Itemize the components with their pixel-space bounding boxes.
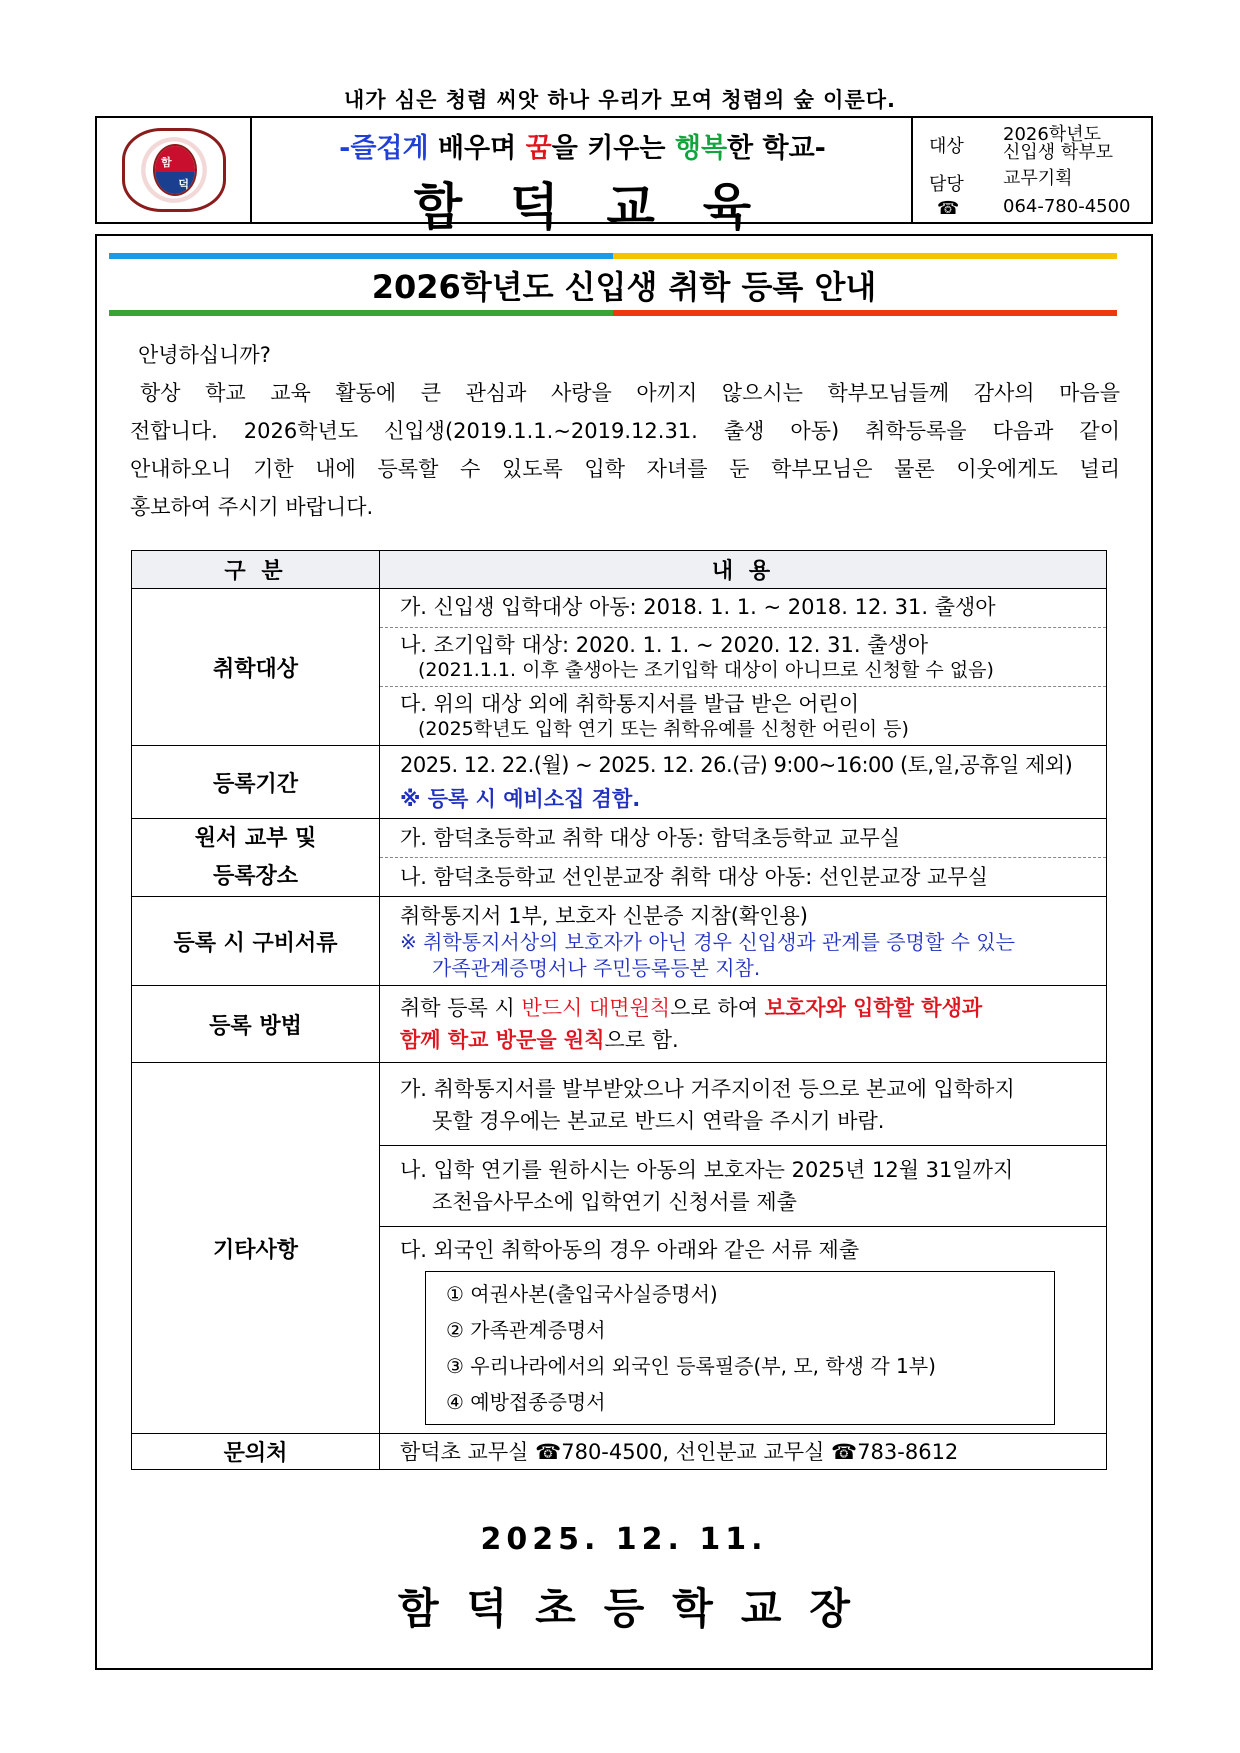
row-label-place: 원서 교부 및 등록장소	[132, 819, 380, 897]
target-item-c-note: (2025학년도 입학 연기 또는 취학유예를 신청한 어린이 등)	[418, 718, 909, 740]
etc-item-b-cont: 조천읍사무소에 입학연기 신청서를 제출	[432, 1190, 797, 1214]
manager-value: 교무기획	[1003, 168, 1073, 189]
list-item: ① 여권사본(출입국사실증명서)	[446, 1282, 718, 1306]
emblem-char-bottom: 덕	[178, 178, 189, 191]
etc-item-a-cont: 못할 경우에는 본교로 반드시 연락을 주시기 바람.	[432, 1109, 885, 1133]
row-label-method: 등록 방법	[132, 986, 380, 1063]
target-value: 2026학년도 신입생 학부모	[1003, 124, 1114, 163]
method-line-2: 함께 학교 방문을 원칙으로 함.	[400, 1028, 679, 1052]
list-item: ② 가족관계증명서	[446, 1318, 606, 1342]
target-item-a: 가. 신입생 입학대상 아동: 2018. 1. 1. ~ 2018. 12. 31. 출생아	[400, 595, 996, 619]
period-note: ※ 등록 시 예비소집 겸함.	[400, 787, 641, 811]
school-slogan: -즐겁게 배우며 꿈을 키우는 행복한 학교-	[339, 133, 826, 164]
documents-note-1: ※ 취학통지서상의 보호자가 아닌 경우 신입생과 관계를 증명할 수 있는	[400, 930, 1015, 954]
slogan-word-happy: 행복	[674, 133, 728, 164]
intro-line: 전합니다. 2026학년도 신입생(2019.1.1.~2019.12.31. 출생 아동) 취학등록을 다음과 같이	[130, 419, 1120, 443]
row-label-documents: 등록 시 구비서류	[132, 897, 380, 986]
table-row	[132, 819, 1107, 897]
document-title: 2026학년도 신입생 취학 등록 안내	[371, 268, 877, 306]
issue-date: 2025. 12. 11.	[480, 1522, 768, 1557]
documents-value: 취학통지서 1부, 보호자 신분증 지참(확인용)	[400, 904, 808, 928]
school-emblem-icon	[122, 128, 226, 212]
table-header-content: 내 용	[380, 551, 1107, 589]
place-item-b: 나. 함덕초등학교 선인분교장 취학 대상 아동: 선인분교장 교무실	[380, 857, 1106, 896]
color-bar-bottom	[109, 310, 1117, 316]
table-header-category: 구 분	[132, 551, 380, 589]
target-item-b-note: (2021.1.1. 이후 출생아는 조기입학 대상이 아니므로 신청할 수 없음)	[418, 659, 994, 681]
table-row	[132, 1063, 1107, 1434]
info-cell	[915, 118, 1151, 222]
foreign-documents-box	[425, 1271, 1055, 1425]
emblem-char-top: 함	[161, 156, 172, 169]
table-row	[132, 1434, 1107, 1470]
row-label-period: 등록기간	[132, 746, 380, 819]
phone-value: 064-780-4500	[1003, 196, 1131, 217]
etc-item-c: 다. 외국인 취학아동의 경우 아래와 같은 서류 제출	[400, 1238, 860, 1262]
slogan-word-dream: 꿈	[525, 133, 552, 164]
target-label: 대상	[929, 136, 964, 157]
slogan-word-joyful: 즐겁게	[350, 133, 429, 164]
row-label-target: 취학대상	[132, 589, 380, 746]
row-label-contact: 문의처	[132, 1434, 380, 1470]
header-box	[95, 116, 1153, 236]
target-item-c: 다. 위의 대상 외에 취학통지서를 발급 받은 어린이	[400, 692, 860, 716]
title-cell	[254, 118, 913, 236]
intro-line: 안내하오니 기한 내에 등록할 수 있도록 입학 자녀를 둔 학부모님은 물론 이웃에게도 널리	[130, 457, 1120, 481]
table-row	[132, 589, 1107, 746]
newsletter-title: 함덕교육	[413, 178, 800, 236]
integrity-motto: 내가 심은 청렴 씨앗 하나 우리가 모여 청렴의 숲 이룬다.	[343, 88, 897, 112]
color-bar-top	[109, 253, 1117, 259]
intro-line: 홍보하여 주시기 바랍니다.	[130, 495, 374, 519]
principal-signature: 함덕초등학교장	[397, 1584, 878, 1633]
etc-item-a: 가. 취학통지서를 발부받았으나 거주지이전 등으로 본교에 입학하지	[400, 1077, 1015, 1101]
target-item-b: 나. 조기입학 대상: 2020. 1. 1. ~ 2020. 12. 31. 출생아	[400, 633, 929, 657]
greeting: 안녕하십니까?	[138, 343, 271, 367]
table-row	[132, 897, 1107, 986]
intro-line: 항상 학교 교육 활동에 큰 관심과 사랑을 아끼지 않으시는 학부모님들께 감사의 마음을	[140, 381, 1120, 405]
phone-icon: ☎	[937, 198, 960, 219]
enrollment-table	[131, 550, 1107, 1470]
intro-paragraph	[130, 336, 1120, 526]
manager-label: 담당	[929, 174, 964, 195]
table-row	[132, 746, 1107, 819]
table-row	[132, 986, 1107, 1063]
place-item-a: 가. 함덕초등학교 취학 대상 아동: 함덕초등학교 교무실	[400, 826, 901, 850]
main-content	[95, 234, 1153, 1670]
list-item: ④ 예방접종증명서	[446, 1390, 606, 1414]
contact-value: 함덕초 교무실 ☎780-4500, 선인분교 교무실 ☎783-8612	[400, 1439, 959, 1464]
list-item: ③ 우리나라에서의 외국인 등록필증(부, 모, 학생 각 1부)	[446, 1354, 936, 1378]
row-label-etc: 기타사항	[132, 1063, 380, 1434]
logo-cell	[97, 118, 252, 222]
method-line-1: 취학 등록 시 반드시 대면원칙으로 하여 보호자와 입학할 학생과	[400, 996, 983, 1020]
etc-item-b: 나. 입학 연기를 원하시는 아동의 보호자는 2025년 12월 31일까지	[400, 1158, 1014, 1182]
documents-note-2: 가족관계증명서나 주민등록등본 지참.	[432, 956, 761, 980]
period-value: 2025. 12. 22.(월) ~ 2025. 12. 26.(금) 9:00~16:00 (토,일,공휴일 제외)	[400, 753, 1073, 777]
